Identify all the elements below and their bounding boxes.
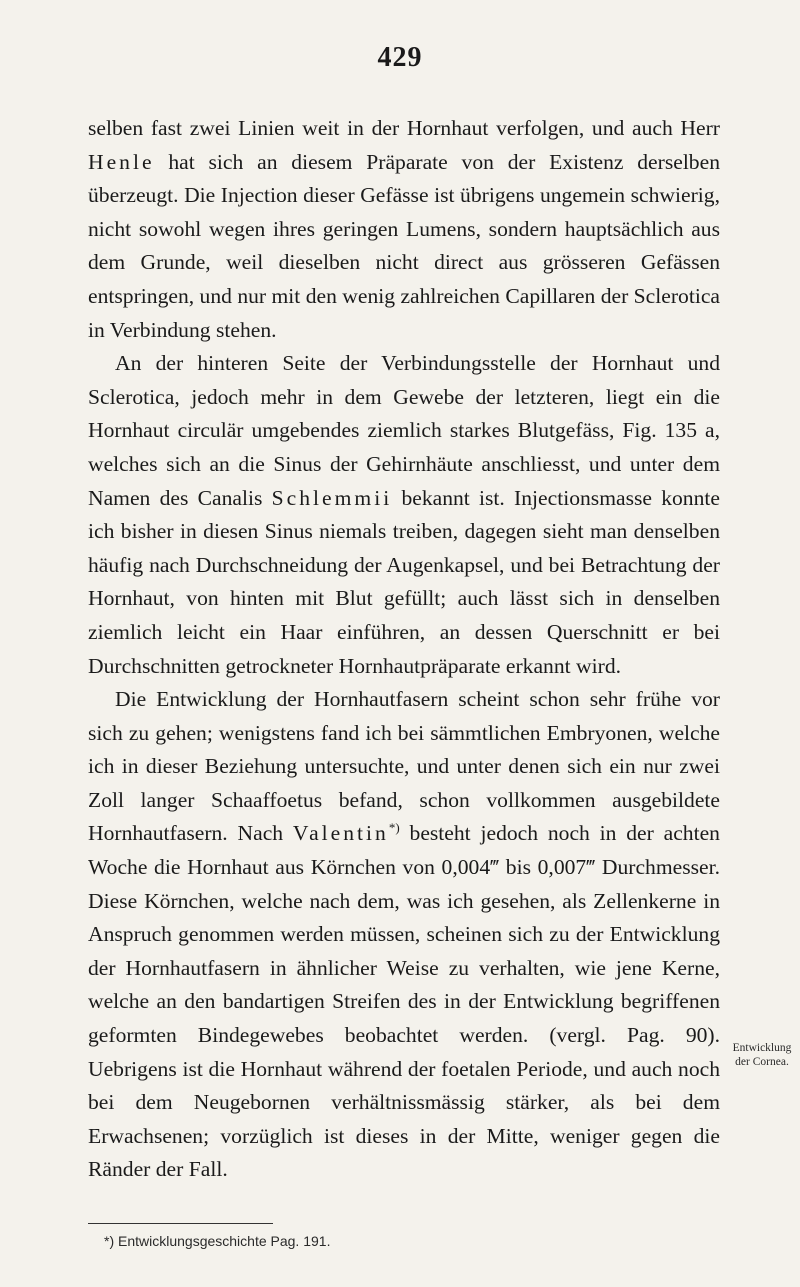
author-name-henle: Henle xyxy=(88,149,155,174)
term-schlemmii: Schlemmii xyxy=(271,485,393,510)
paragraph-2 xyxy=(88,347,720,683)
margin-note xyxy=(729,1041,795,1069)
page-number: 429 xyxy=(377,42,423,73)
paragraph-1-text: selben fast zwei Linien weit in der Hornhaut verfolgen, und auch Herr xyxy=(88,116,720,140)
paragraph-1-text-cont: hat sich an diesem Präparate von der Existenz derselben überzeugt. Die Injection dieser Gefässe ist übrigens ungemein schwierig, nicht sowohl wegen ihres geringen Lumens, sondern hauptsächlich aus dem Grunde, weil dieselben nicht direct aus grösseren Gefässen entspringen, und nur mit den wenig zahlreichen Capillaren der Sclerotica in Verbindung stehen. xyxy=(88,149,720,342)
body-text xyxy=(88,112,720,1187)
paragraph-2-text-cont: bekannt ist. Injectionsmasse konnte ich bisher in diesen Sinus niemals treiben, dagegen sieht man denselben häufig nach Durchschneidung der Augenkapsel, und bei Betrachtung der Hornhaut, von hinten mit Blut gefüllt; auch lässt sich in denselben ziemlich leicht ein Haar einführen, an dessen Querschnitt er bei Durchschnitten getrockneter Hornhautpräparate erkannt wird. xyxy=(88,485,720,678)
footnote-divider xyxy=(88,1223,273,1224)
paragraph-3-text-cont: besteht jedoch noch in der achten Woche die Hornhaut aus Körnchen von 0,004‴ bis 0,007‴ Durchmesser. Diese Körnchen, welche nach dem, was ich gesehen, als Zellenkerne in Anspruch genommen werden müssen, scheinen sich zu der Entwicklung der Hornhautfasern in ähnlicher Weise zu verhalten, wie jene Kerne, welche an den bandartigen Streifen des in der Entwicklung begriffenen geformten Bindegewebes beobachtet werden. (vergl. Pag. 90). Uebrigens ist die Hornhaut während der foetalen Periode, und auch noch bei dem Neugebornen verhältnissmässig stärker, als bei dem Erwachsenen; vorzüglich ist dieses in der Mitte, weniger gegen die Ränder der Fall. xyxy=(88,821,720,1182)
margin-note-line-1: Entwicklung xyxy=(732,1042,792,1054)
footnote-reference[interactable]: *) xyxy=(388,820,400,836)
paragraph-3 xyxy=(88,683,720,1187)
paragraph-3-text: Die Entwicklung der Hornhautfasern scheint schon sehr frühe vor sich zu gehen; wenigstens fand ich bei sämmtlichen Embryonen, welche ich in dieser Beziehung untersuchte, und unter denen sich ein nur zwei Zoll langer Schaaffoetus befand, schon vollkommen ausgebildete Hornhautfasern. Nach xyxy=(88,687,720,846)
margin-note-line-2: der Cornea. xyxy=(735,1056,789,1068)
footnote: *) Entwicklungsgeschichte Pag. 191. xyxy=(104,1233,331,1249)
paragraph-2-text: An der hinteren Seite der Verbindungsstelle der Hornhaut und Sclerotica, jedoch mehr in dem Gewebe der letzteren, liegt ein die Hornhaut circulär umgebendes ziemlich starkes Blutgefäss, Fig. 135 a, welches sich an die Sinus der Gehirnhäute anschliesst, und unter dem Namen des Canalis xyxy=(88,351,720,510)
paragraph-1 xyxy=(88,112,720,347)
author-name-valentin: Valentin xyxy=(292,821,389,846)
